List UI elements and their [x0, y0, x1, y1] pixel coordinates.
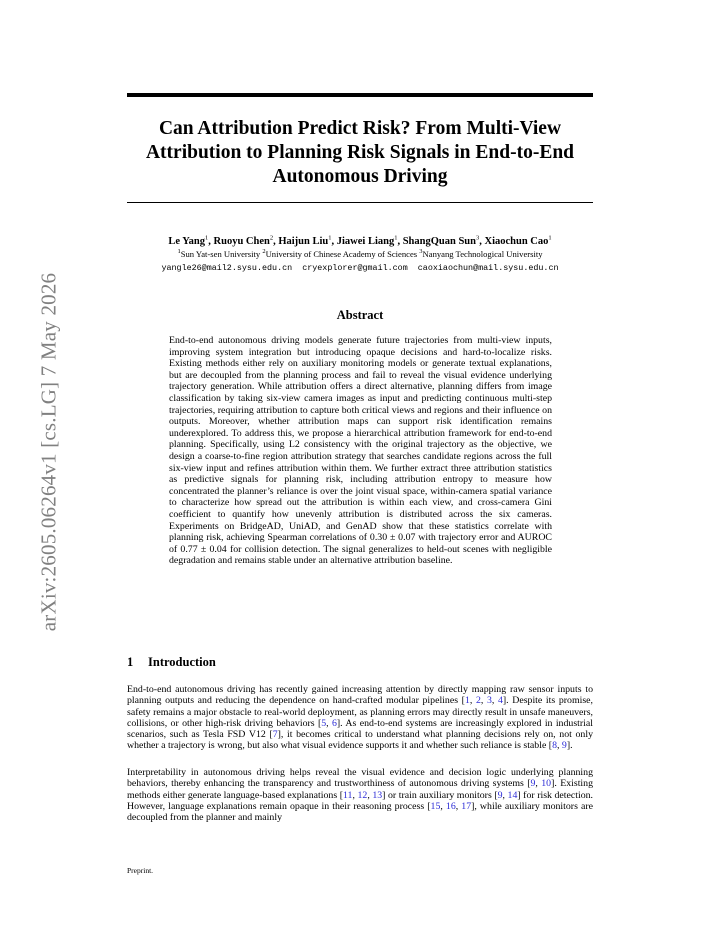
- paragraph-text: ,: [455, 800, 462, 812]
- citation-link[interactable]: 1: [464, 695, 470, 707]
- paragraph-text: Interpretability in autonomous driving helps reveal the visual evidence and decision logic underlying planning behaviors, thereby enhancing the transparency and trustworthiness of autonomous driving systems [: [127, 767, 593, 790]
- citation-link[interactable]: 14: [507, 789, 518, 801]
- affiliation-name: Sun Yat-sen University: [180, 249, 261, 259]
- author-affiliation-mark: 2: [269, 234, 274, 242]
- title-rule-top: [127, 93, 593, 97]
- section-title: Introduction: [148, 655, 216, 669]
- paragraph-text: ,: [469, 695, 476, 707]
- paragraph-text: ,: [535, 778, 542, 790]
- citation-link[interactable]: 3: [486, 695, 492, 707]
- paragraph-text: ] for risk detection. However, language explanations remain opaque in their reasoning process [: [127, 789, 594, 812]
- author-name: Ruoyu Chen: [213, 236, 270, 247]
- paragraph-text: ,: [502, 789, 508, 801]
- author-affiliation-mark: 3: [475, 234, 480, 242]
- citation-link[interactable]: 12: [357, 789, 368, 801]
- paragraph-text: ], it becomes critical to understand what planning decisions rely on, not only whether a trajectory is wrong, but also what visual evidence supports it and whether such reliance is stable [: [127, 729, 593, 752]
- paragraph-text: ,: [326, 717, 332, 729]
- paper-title: Can Attribution Predict Risk? From Multi-View Attribution to Planning Risk Signals in End-to-End Autonomous Driving: [145, 118, 575, 187]
- author-list: Le Yang$^1$, Ruoyu Chen$^2$, Haijun Liu$^1$, Jiawei Liang$^1$, ShangQuan Sun$^3$, Xiaochun Cao$^1$: [168, 234, 552, 247]
- author-name: Le Yang: [168, 236, 206, 247]
- arxiv-stamp: [37, 262, 61, 642]
- citation-link[interactable]: 6: [331, 717, 337, 729]
- paragraph-text: ,: [557, 740, 562, 752]
- citation-link[interactable]: 17: [461, 800, 472, 812]
- paragraph-text: End-to-end autonomous driving has recently gained increasing attention by directly mapping raw sensor inputs to planning outputs and reducing the dependence on hand-crafted modular pipelines [: [127, 684, 593, 707]
- abstract-heading: Abstract: [336, 308, 384, 322]
- email-line: yangle26@mail2.sysu.edu.cn cryexplorer@gmail.com caoxiaochun@mail.sysu.edu.cn: [161, 263, 559, 273]
- citation-link[interactable]: 9: [530, 778, 536, 790]
- citation-link[interactable]: 10: [541, 778, 552, 790]
- paragraph-text: ]. As end-to-end systems are increasingly explored in industrial scenarios, such as Tesla FSD V12 [: [127, 717, 594, 741]
- citation-link[interactable]: 9: [497, 789, 503, 801]
- author-name: Haijun Liu: [278, 236, 329, 247]
- paragraph-text: ,: [480, 695, 487, 707]
- abstract-body: End-to-end autonomous driving models generate future trajectories from multi-view inputs, improving system integration but introducing opaque decisions and hard-to-localize risks. Existing methods either rely on auxiliary monitoring models or generate textual explanations, but are decoupled from the planning process and fail to reveal the visual evidence underlying trajectory generation. While attribution offers a direct alternative, planning differs from image classification by taking six-view camera images as input and predicting continuous multi-step trajectories, requiring attribution to capture both critical views and regions and their influence on outputs. Moreover, whether attribution maps can support risk identification remains underexplored. To address this, we propose a hierarchical attribution framework for end-to-end planning. Specifically, using L2 consistency with the original trajectory as the objective, we design a coarse-to-fine region attribution strategy that searches candidate regions across the full six-view input and refines attribution within them. We further extract three attribution statistics as predictive signals for planning risk, including attribution entropy to measure how concentrated the planner’s reliance is over the joint visual space, within-camera spatial variance to characterize how spread out the attribution is within each view, and cross-camera Gini coefficient to quantify how unevenly attribution is distributed across the six cameras. Experiments on BridgeAD, UniAD, and GenAD show that these statistics correlate with planning risk, achieving Spearman correlations of 0.30 ± 0.07 with trajectory error and AUROC of 0.77 ± 0.04 for collision detection. The signal generalizes to held-out scenes with negligible degradation and remains stable under an alternative attribution baseline.: [169, 335, 552, 567]
- citation-link[interactable]: 16: [445, 800, 456, 812]
- paragraph-text: ]. Existing methods either generate language-based explanations [: [127, 778, 594, 801]
- paragraph-text: ].: [566, 740, 573, 752]
- paragraph-text: ], while auxiliary monitors are decoupled from the planner and mainly: [127, 800, 593, 824]
- author-name: Jiawei Liang: [336, 236, 395, 247]
- title-rule-bottom: [127, 202, 593, 203]
- author-affiliation-mark: 1: [548, 234, 552, 242]
- citation-link[interactable]: 8: [552, 740, 557, 752]
- citation-link[interactable]: 11: [343, 789, 353, 801]
- affiliation-line: [127, 249, 593, 260]
- section-number: 1: [127, 655, 134, 669]
- paragraph-text: ]. Despite its promise, safety remains a major obstacle to real-world deployment, as planning errors may directly result in unsafe maneuvers, collisions, or other high-risk driving behaviors [: [127, 695, 593, 729]
- paragraph-text: ] or train auxiliary monitors [: [382, 789, 498, 801]
- citation-link[interactable]: 7: [272, 729, 278, 741]
- affiliation-mark: 3: [419, 248, 423, 256]
- paragraph-text: ,: [367, 789, 373, 801]
- author-affiliation-mark: 1: [205, 234, 209, 242]
- citation-link[interactable]: 9: [561, 740, 567, 752]
- citation-link[interactable]: 15: [430, 800, 441, 812]
- citation-link[interactable]: 5: [321, 717, 327, 729]
- intro-paragraph-1: [127, 684, 593, 752]
- citation-link[interactable]: 13: [372, 789, 383, 801]
- paragraph-text: ,: [440, 800, 446, 812]
- citation-link[interactable]: 4: [497, 695, 503, 707]
- paragraph-text: ,: [491, 695, 498, 707]
- affiliation-mark: 2: [262, 248, 266, 256]
- footer-preprint: Preprint.: [127, 866, 154, 875]
- arxiv-stamp-text: arXiv:2605.06264v1 [cs.LG] 7 May 2026: [36, 272, 61, 632]
- affiliation-mark: 1: [177, 248, 181, 256]
- author-affiliation-mark: 1: [394, 234, 398, 242]
- author-name: ShangQuan Sun: [402, 236, 476, 247]
- citation-link[interactable]: 2: [475, 695, 481, 707]
- section-heading: [127, 655, 216, 670]
- affiliation-name: Nanyang Technological University: [422, 249, 543, 259]
- author-name: Xiaochun Cao: [484, 236, 549, 247]
- paragraph-text: ,: [352, 789, 358, 801]
- affiliation-name: University of Chinese Academy of Sciences: [265, 249, 418, 259]
- intro-paragraph-2: [127, 767, 593, 823]
- author-affiliation-mark: 1: [328, 234, 332, 242]
